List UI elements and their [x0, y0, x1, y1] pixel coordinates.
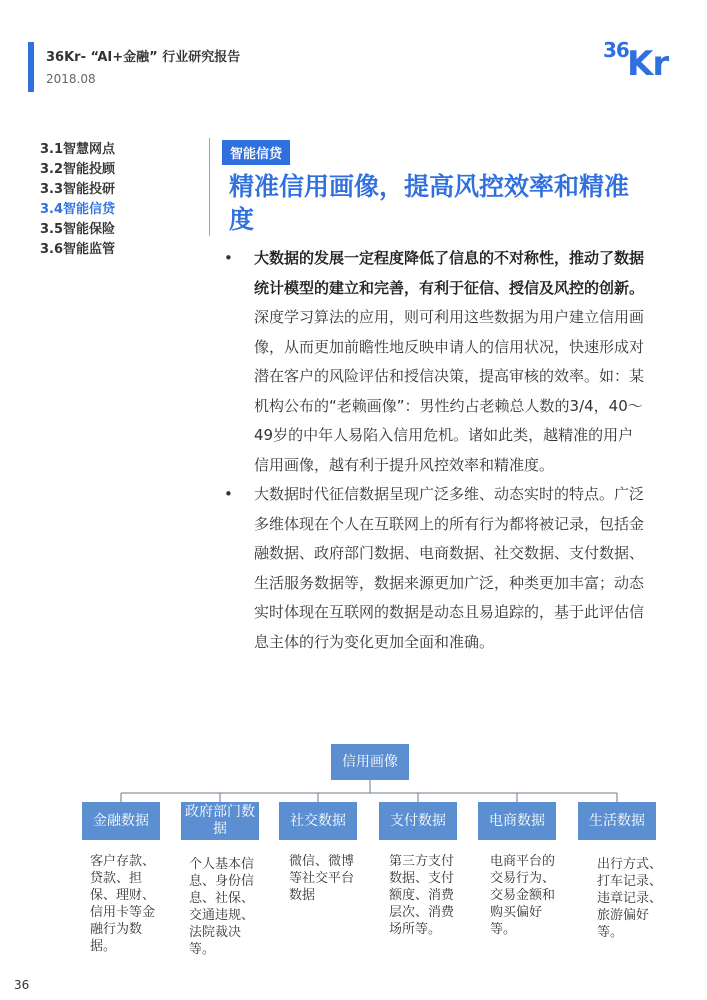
- diagram-root: 信用画像: [331, 744, 409, 780]
- toc-item[interactable]: 3.6智能监管: [40, 242, 116, 257]
- diagram-node-desc: 出行方式、打车记录、违章记录、旅游偏好等。: [597, 857, 663, 940]
- bullet-text: 大数据时代征信数据呈现广泛多维、动态实时的特点。广泛多维体现在个人在互联网上的所有行为都将被记录，包括金融数据、政府部门数据、电商数据、社交数据、支付数据、生活服务数据等，数据来源更加广泛，种类更加丰富；动态实时体现在互联网的数据是动态且易追踪的，基于此评估信息主体的行为变化更加全面和准确。: [254, 485, 645, 651]
- bullet-bold-text: 大数据的发展一定程度降低了信息的不对称性，推动了数据统计模型的建立和完善，有利于征信、授信及风控的创新。: [254, 249, 645, 297]
- toc-item[interactable]: 3.2智能投顾: [40, 162, 116, 177]
- bullet-dot: •: [224, 485, 233, 503]
- toc-item[interactable]: 3.5智能保险: [40, 222, 116, 237]
- section-headline: 精准信用画像，提高风控效率和精准度: [229, 172, 630, 234]
- report-date: 2018.08: [46, 72, 96, 86]
- diagram-node: 社交数据: [279, 802, 357, 840]
- diagram-node-desc: 个人基本信息、身份信息、社保、交通违规、法院裁决等。: [189, 857, 255, 957]
- bullet-text: 深度学习算法的应用，则可利用这些数据为用户建立信用画像，从而更加前瞻性地反映申请人的信用状况，快速形成对潜在客户的风险评估和授信决策，提高审核的效率。如：某机构公布的“老赖画像”：男性约占老赖总人数的3/4，40～49岁的中年人易陷入信用危机。诸如此类，越精准的用户信用画像，越有利于提升风控效率和精准度。: [254, 308, 645, 474]
- page-number: 36: [14, 978, 30, 992]
- diagram-node: 政府部门数据: [181, 802, 259, 840]
- diagram-node: 生活数据: [578, 802, 656, 840]
- toc-item-active[interactable]: 3.4智能信贷: [40, 202, 116, 217]
- diagram-node: 支付数据: [379, 802, 457, 840]
- toc-item[interactable]: 3.1智慧网点: [40, 142, 116, 157]
- logo-36: 36: [603, 38, 629, 62]
- section-tag: 智能信贷: [222, 140, 290, 165]
- diagram-node-desc: 电商平台的交易行为、交易金额和购买偏好等。: [490, 854, 556, 937]
- toc-item[interactable]: 3.3智能投研: [40, 182, 116, 197]
- bullet-dot: •: [224, 249, 233, 267]
- diagram-node-desc: 第三方支付数据、支付额度、消费层次、消费场所等。: [389, 854, 455, 937]
- logo-kr: Kr: [627, 44, 669, 84]
- diagram-node-desc: 微信、微博等社交平台数据: [289, 854, 355, 903]
- diagram-node: 电商数据: [478, 802, 556, 840]
- report-title: 36Kr- “AI+金融” 行业研究报告: [46, 50, 241, 65]
- diagram-node: 金融数据: [82, 802, 160, 840]
- diagram-node-desc: 客户存款、贷款、担保、理财、信用卡等金融行为数据。: [90, 854, 156, 954]
